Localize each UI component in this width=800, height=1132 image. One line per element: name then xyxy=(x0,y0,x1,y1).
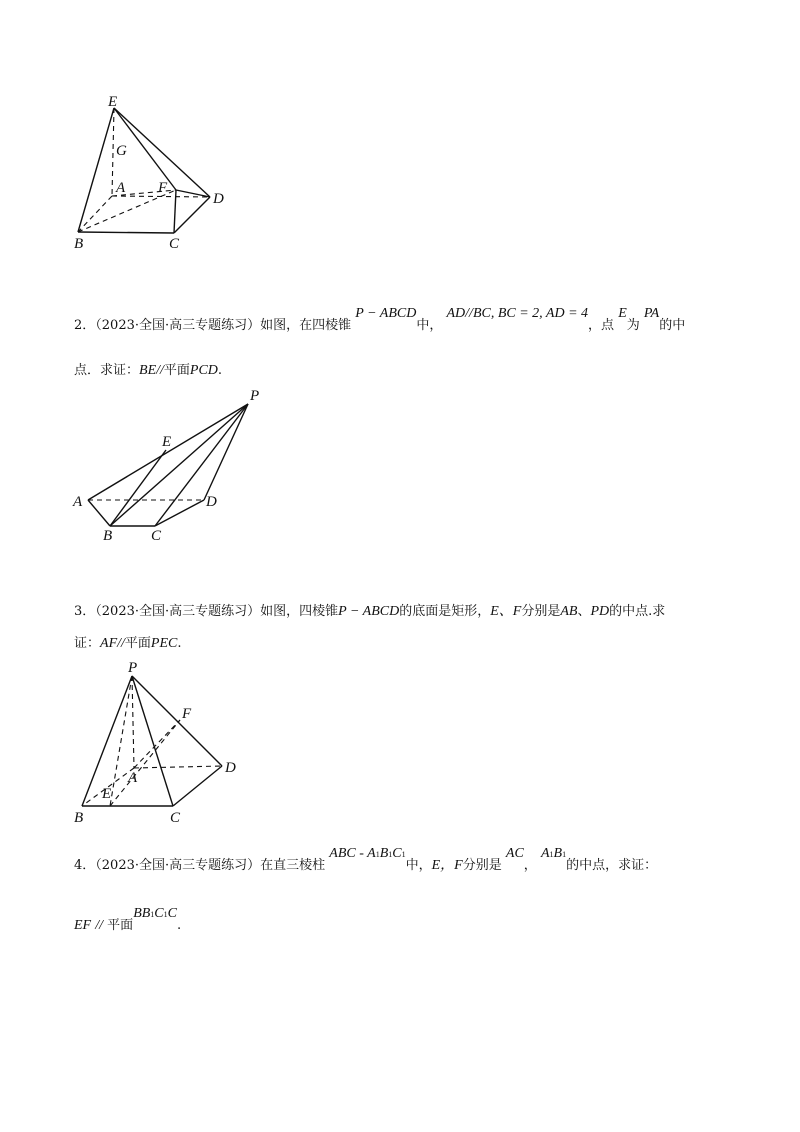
math-pyramid: P − ABCD xyxy=(355,306,417,321)
problem-number: 2． xyxy=(74,318,96,333)
label-e: E xyxy=(108,94,118,110)
parallel-symbol: // xyxy=(95,918,104,933)
math-a1b1 xyxy=(541,846,566,861)
subscript: 1 xyxy=(388,850,393,859)
problem-text: 在直三棱柱 xyxy=(260,858,326,873)
problem-text: 中， xyxy=(405,858,432,873)
parallel-symbol: // xyxy=(117,636,125,651)
label-d: D xyxy=(206,494,217,510)
math-condition: AD//BC, BC = 2, AD = 4 xyxy=(446,306,589,321)
label-d: D xyxy=(213,191,224,207)
subscript: 1 xyxy=(549,850,554,859)
math-ef: EF xyxy=(74,918,92,933)
problem-text: 证： xyxy=(74,636,101,651)
math-segment-pa: PA xyxy=(643,306,660,321)
problem-text: 的底面是矩形， xyxy=(399,604,491,619)
label-f: F xyxy=(182,706,192,722)
subscript: 1 xyxy=(150,910,155,919)
math-ef: E、F xyxy=(490,604,522,619)
math-prism xyxy=(329,846,405,861)
separator: ， xyxy=(523,858,537,873)
subscript: 1 xyxy=(375,850,380,859)
math-pyramid: P − ABCD xyxy=(338,604,400,619)
label-c: C xyxy=(151,528,162,544)
label-b: B xyxy=(74,236,84,252)
problem-source: （2023·全国·高三专题练习） xyxy=(95,604,261,619)
math-af: AF xyxy=(100,636,118,651)
plane-word: 平面 xyxy=(163,363,190,378)
problem-text: 为 xyxy=(626,318,640,333)
label-f: F xyxy=(158,180,168,196)
c1-letter: C xyxy=(154,906,164,921)
math-ef: E，F xyxy=(431,858,463,873)
label-c: C xyxy=(169,236,180,252)
math-pd: PD xyxy=(590,604,610,619)
math-point-e: E xyxy=(618,306,627,321)
math-plane-bb1c1c xyxy=(133,906,177,921)
label-e: E xyxy=(102,786,112,802)
math-ac: AC xyxy=(505,846,524,861)
problem-text: 点．求证： xyxy=(74,363,140,378)
parallel-symbol: // xyxy=(156,363,164,378)
math-ab: AB xyxy=(560,604,578,619)
problem-number: 3． xyxy=(74,604,96,619)
math-pec: PEC xyxy=(150,636,178,651)
problem-text: 分别是 xyxy=(521,604,561,619)
label-p: P xyxy=(250,388,260,404)
math-be: BE xyxy=(139,363,157,378)
period: . xyxy=(176,918,182,933)
problem-source: （2023·全国·高三专题练习） xyxy=(95,858,261,873)
a1-letter: A xyxy=(540,846,550,861)
period: . xyxy=(177,636,182,651)
plane-word: 平面 xyxy=(107,918,134,933)
subscript: 1 xyxy=(562,850,567,859)
problem-4-line-1 xyxy=(74,846,658,875)
prism-part: ABC - A xyxy=(329,846,376,861)
b1-letter: B xyxy=(553,846,563,861)
period: . xyxy=(217,363,223,378)
label-e: E xyxy=(162,434,172,450)
problem-text: 如图，在四棱锥 xyxy=(260,318,352,333)
problem-text: 中， xyxy=(416,318,443,333)
bb-letters: BB xyxy=(133,906,151,921)
label-b: B xyxy=(103,528,113,544)
problem-text: 的中点，求证： xyxy=(566,858,658,873)
separator: 、 xyxy=(577,604,591,619)
label-p: P xyxy=(128,660,138,676)
subscript: 1 xyxy=(163,910,168,919)
label-d: D xyxy=(225,760,236,776)
problem-text: ，点 xyxy=(588,318,615,333)
plane-word: 平面 xyxy=(124,636,151,651)
subscript: 1 xyxy=(401,850,406,859)
label-a: A xyxy=(128,770,138,786)
problem-4-line-2 xyxy=(74,906,182,935)
problem-source: （2023·全国·高三专题练习） xyxy=(95,318,261,333)
problem-text: 分别是 xyxy=(462,858,502,873)
label-a: A xyxy=(73,494,83,510)
label-b: B xyxy=(74,810,84,826)
prism-part: C xyxy=(392,846,402,861)
math-pcd: PCD xyxy=(189,363,218,378)
prism-part: B xyxy=(379,846,389,861)
problem-text: 如图，四棱锥 xyxy=(260,604,339,619)
c-letter: C xyxy=(167,906,177,921)
problem-text: 的中点.求 xyxy=(609,604,666,619)
problem-text: 的中 xyxy=(659,318,686,333)
label-g: G xyxy=(116,143,127,159)
label-a: A xyxy=(116,180,126,196)
label-c: C xyxy=(170,810,181,826)
problem-number: 4． xyxy=(74,858,96,873)
